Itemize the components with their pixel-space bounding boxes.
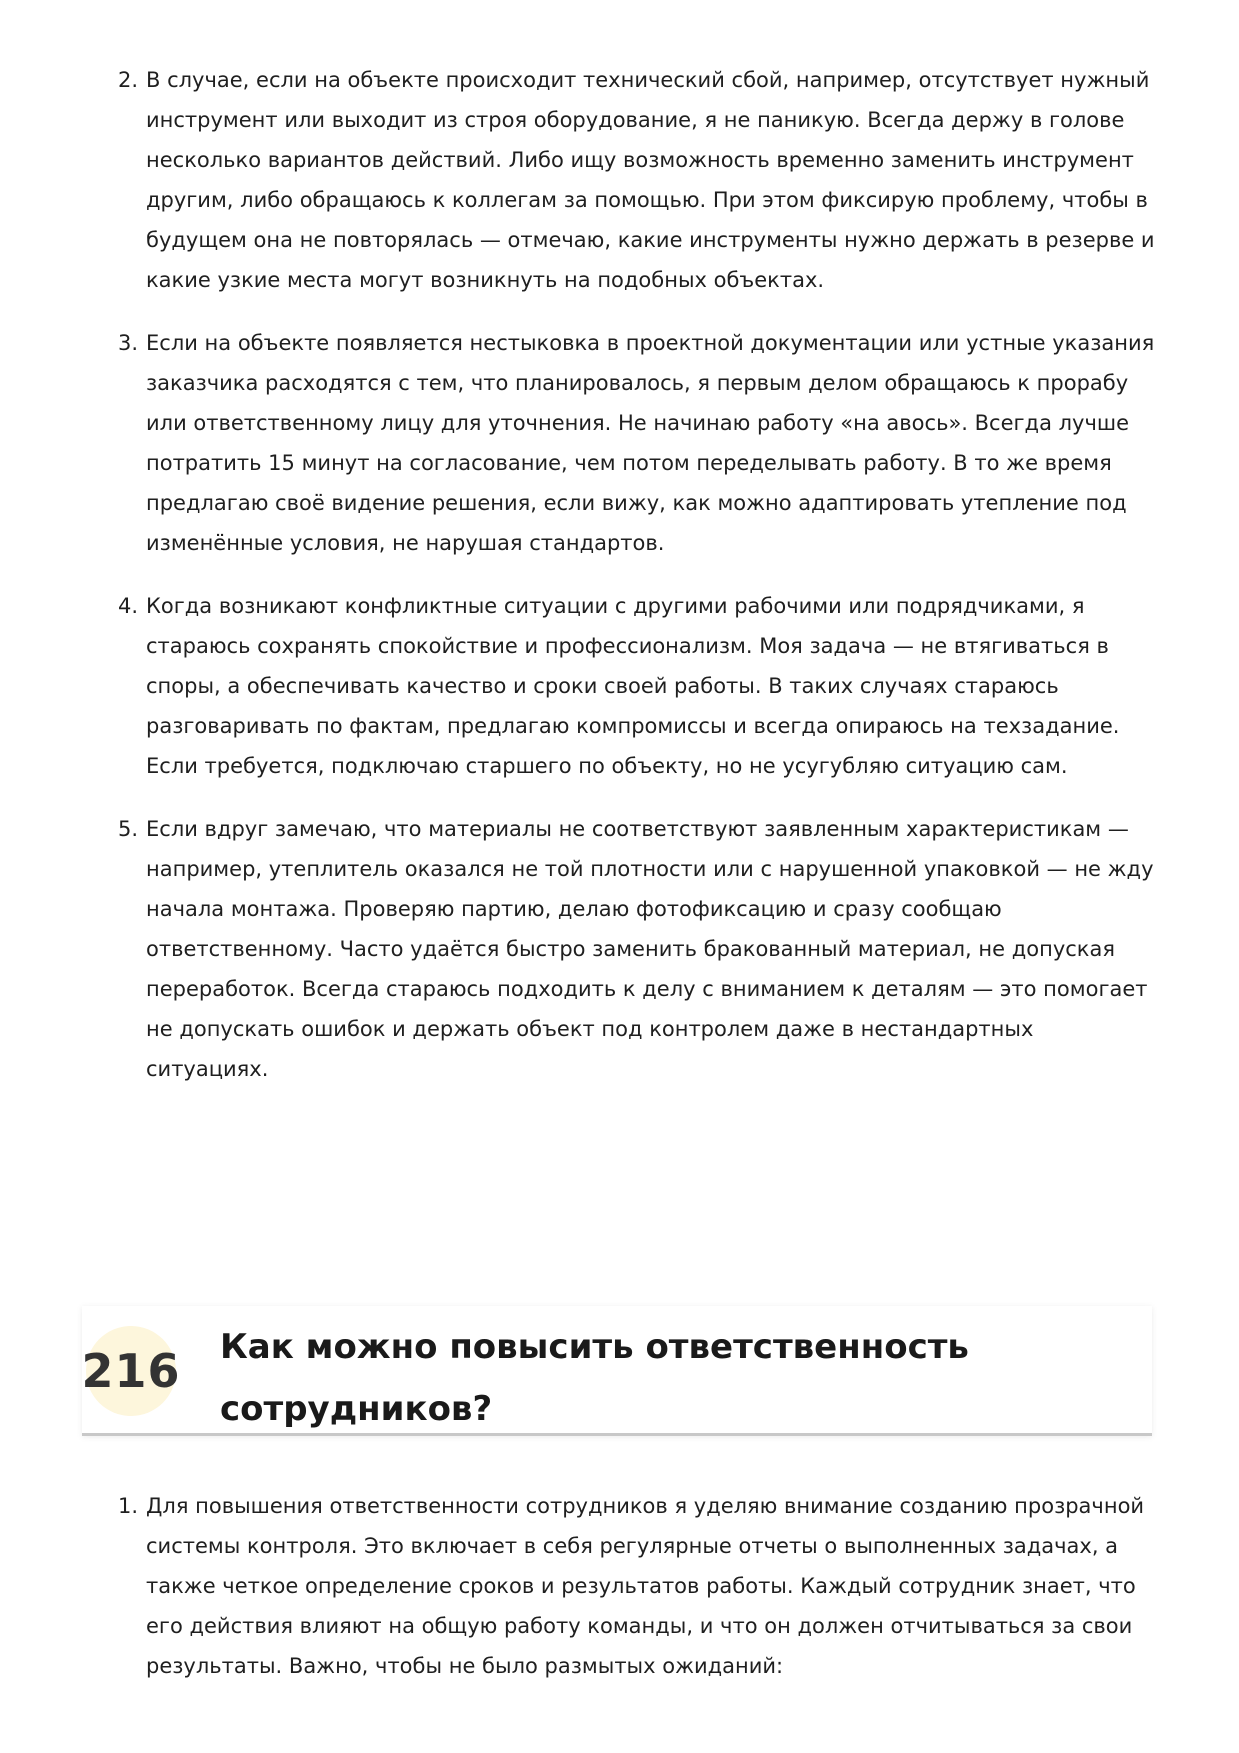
list-item-number: 2.	[117, 68, 138, 92]
list-item-text: Для повышения ответственности сотрудников я уделяю внимание созданию прозрачной системы контроля. Это включает в себя регулярные отчеты о выполненных задачах, а также четкое определение сроков и результатов работы. Каждый сотрудник знает, что его действия влияют на общую работу команды, и что он должен отчитываться за свои результаты. Важно, чтобы не было размытых ожиданий:	[146, 1494, 1145, 1678]
list-item	[100, 809, 1160, 1089]
list-item-text: Если вдруг замечаю, что материалы не соответствуют заявленным характеристикам — например, утеплитель оказался не той плотности или с нарушенной упаковкой — не жду начала монтажа. Проверяю партию, делаю фотофиксацию и сразу сообщаю ответственному. Часто удаётся быстро заменить бракованный материал, не допуская переработок. Всегда стараюсь подходить к делу с вниманием к деталям — это помогает не допускать ошибок и держать объект под контролем даже в нестандартных ситуациях.	[146, 817, 1154, 1081]
question-number: 216	[81, 1344, 181, 1398]
list-item	[100, 1486, 1160, 1686]
list-item-number: 5.	[117, 817, 138, 841]
list-item-text: Если на объекте появляется нестыковка в проектной документации или устные указания заказчика расходятся с тем, что планировалось, я первым делом обращаюсь к прорабу или ответственному лицу для уточнения. Не начинаю работу «на авось». Всегда лучше потратить 15 минут на согласование, чем потом переделывать работу. В то же время предлагаю своё видение решения, если вижу, как можно адаптировать утепление под изменённые условия, не нарушая стандартов.	[146, 331, 1155, 555]
question-number-badge	[81, 1326, 181, 1416]
list-item-text: Когда возникают конфликтные ситуации с другими рабочими или подрядчиками, я стараюсь сохранять спокойствие и профессионализм. Моя задача — не втягиваться в споры, а обеспечивать качество и сроки своей работы. В таких случаях стараюсь разговаривать по фактам, предлагаю компромиссы и всегда опираюсь на техзадание. Если требуется, подключаю старшего по объекту, но не усугубляю ситуацию сам.	[146, 594, 1120, 778]
list-item-number: 4.	[117, 594, 138, 618]
list-item	[100, 323, 1160, 563]
answer-list	[100, 1486, 1160, 1686]
list-item	[100, 586, 1160, 786]
question-header	[82, 1306, 1152, 1436]
list-item-number: 3.	[117, 331, 138, 355]
list-item	[100, 60, 1160, 300]
answer-list-previous	[100, 60, 1160, 1089]
list-item-text: В случае, если на объекте происходит технический сбой, например, отсутствует нужный инструмент или выходит из строя оборудование, я не паникую. Всегда держу в голове несколько вариантов действий. Либо ищу возможность временно заменить инструмент другим, либо обращаюсь к коллегам за помощью. При этом фиксирую проблему, чтобы в будущем она не повторялась — отмечаю, какие инструменты нужно держать в резерве и какие узкие места могут возникнуть на подобных объектах.	[146, 68, 1155, 292]
question-title: Как можно повысить ответственность сотрудников?	[220, 1327, 969, 1429]
list-item-number: 1.	[117, 1494, 138, 1518]
